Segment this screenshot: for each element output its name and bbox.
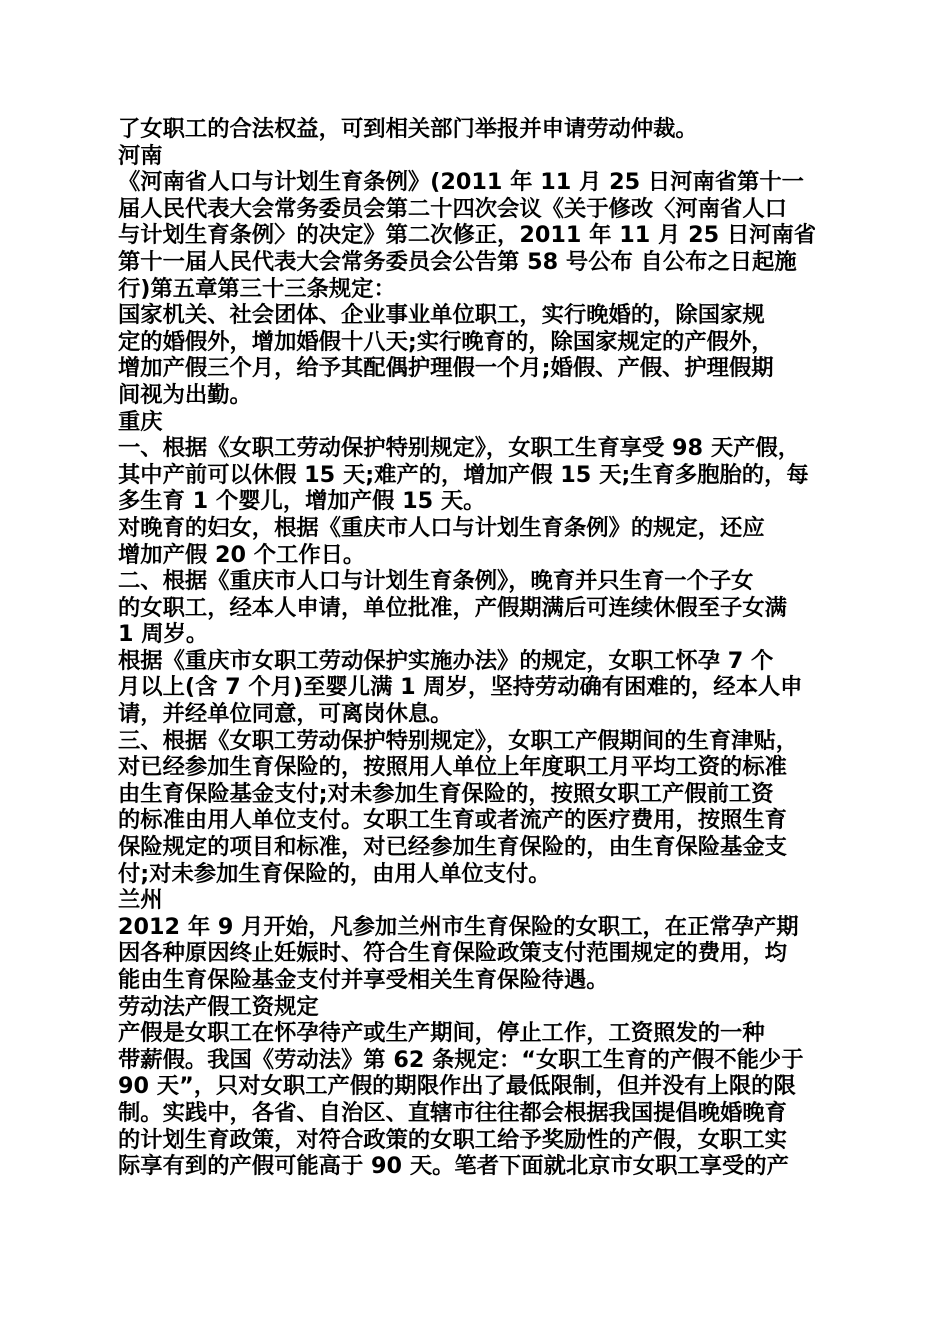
text-line: 其中产前可以休假 15 天;难产的，增加产假 15 天;生育多胞胎的，每 — [118, 461, 809, 488]
section-heading-chongqing: 重庆 — [118, 408, 163, 435]
section-heading-henan: 河南 — [118, 142, 163, 169]
text-line: 了女职工的合法权益，可到相关部门举报并申请劳动仲裁。 — [118, 116, 698, 142]
text-line: 第十一届人民代表大会常务委员会公告第 58 号公布 自公布之日起施 — [118, 248, 797, 275]
text-line: 二、根据《重庆市人口与计划生育条例》，晚育并只生育一个子女 — [118, 568, 754, 595]
text-line: 三、根据《女职工劳动保护特别规定》，女职工产假期间的生育津贴， — [118, 727, 799, 754]
text-line: 间视为出勤。 — [118, 381, 252, 408]
text-line: 月以上(含 7 个月)至婴儿满 1 周岁，坚持劳动确有困难的，经本人申 — [118, 674, 803, 701]
text-line: 与计划生育条例〉的决定》第二次修正，2011 年 11 月 25 日河南省 — [118, 222, 817, 249]
text-line: 带薪假。我国《劳动法》第 62 条规定：“女职工生育的产假不能少于 — [118, 1046, 804, 1073]
text-line: 的女职工，经本人申请，单位批准，产假期满后可连续休假至子女满 — [118, 594, 787, 621]
text-line: 由生育保险基金支付;对未参加生育保险的，按照女职工产假前工资 — [118, 780, 774, 807]
text-line: 因各种原因终止妊娠时、符合生育保险政策支付范围规定的费用，均 — [118, 940, 787, 967]
text-line: 届人民代表大会常务委员会第二十四次会议《关于修改〈河南省人口 — [118, 195, 787, 222]
text-line: 90 天”，只对女职工产假的期限作出了最低限制，但并没有上限的限 — [118, 1073, 796, 1100]
text-line: 2012 年 9 月开始，凡参加兰州市生育保险的女职工，在正常孕产期 — [118, 913, 799, 940]
text-line: 对晚育的妇女，根据《重庆市人口与计划生育条例》的规定，还应 — [118, 514, 765, 541]
text-line: 《河南省人口与计划生育条例》(2011 年 11 月 25 日河南省第十一 — [118, 169, 804, 196]
text-line: 国家机关、社会团体、企业事业单位职工，实行晚婚的，除国家规 — [118, 302, 765, 329]
text-line: 保险规定的项目和标准，对已经参加生育保险的，由生育保险基金支 — [118, 834, 787, 861]
text-line: 1 周岁。 — [118, 621, 209, 648]
text-line: 定的婚假外，增加婚假十八天;实行晚育的，除国家规定的产假外， — [118, 328, 774, 355]
section-heading-labor-law: 劳动法产假工资规定 — [118, 993, 319, 1020]
text-line: 根据《重庆市女职工劳动保护实施办法》的规定，女职工怀孕 7 个 — [118, 647, 774, 674]
text-line: 付;对未参加生育保险的，由用人单位支付。 — [118, 860, 551, 887]
text-line: 际享有到的产假可能高于 90 天。笔者下面就北京市女职工享受的产 — [118, 1153, 789, 1180]
document-body — [118, 116, 858, 1180]
text-line: 增加产假 20 个工作日。 — [118, 541, 366, 568]
text-line: 增加产假三个月，给予其配偶护理假一个月;婚假、产假、护理假期 — [118, 355, 774, 382]
section-heading-lanzhou: 兰州 — [118, 887, 163, 914]
text-line: 产假是女职工在怀孕待产或生产期间，停止工作，工资照发的一种 — [118, 1020, 765, 1047]
text-line: 请，并经单位同意，可离岗休息。 — [118, 701, 453, 728]
text-line: 能由生育保险基金支付并享受相关生育保险待遇。 — [118, 967, 609, 993]
text-line: 对已经参加生育保险的，按照用人单位上年度职工月平均工资的标准 — [118, 754, 787, 781]
text-line: 一、根据《女职工劳动保护特别规定》，女职工生育享受 98 天产假， — [118, 435, 801, 462]
text-line: 行)第五章第三十三条规定： — [118, 275, 396, 302]
text-line: 多生育 1 个婴儿，增加产假 15 天。 — [118, 488, 486, 515]
text-line: 制。实践中，各省、自治区、直辖市往往都会根据我国提倡晚婚晚育 — [118, 1099, 787, 1126]
text-line: 的计划生育政策，对符合政策的女职工给予奖励性的产假，女职工实 — [118, 1126, 787, 1153]
text-line: 的标准由用人单位支付。女职工生育或者流产的医疗费用，按照生育 — [118, 807, 787, 834]
